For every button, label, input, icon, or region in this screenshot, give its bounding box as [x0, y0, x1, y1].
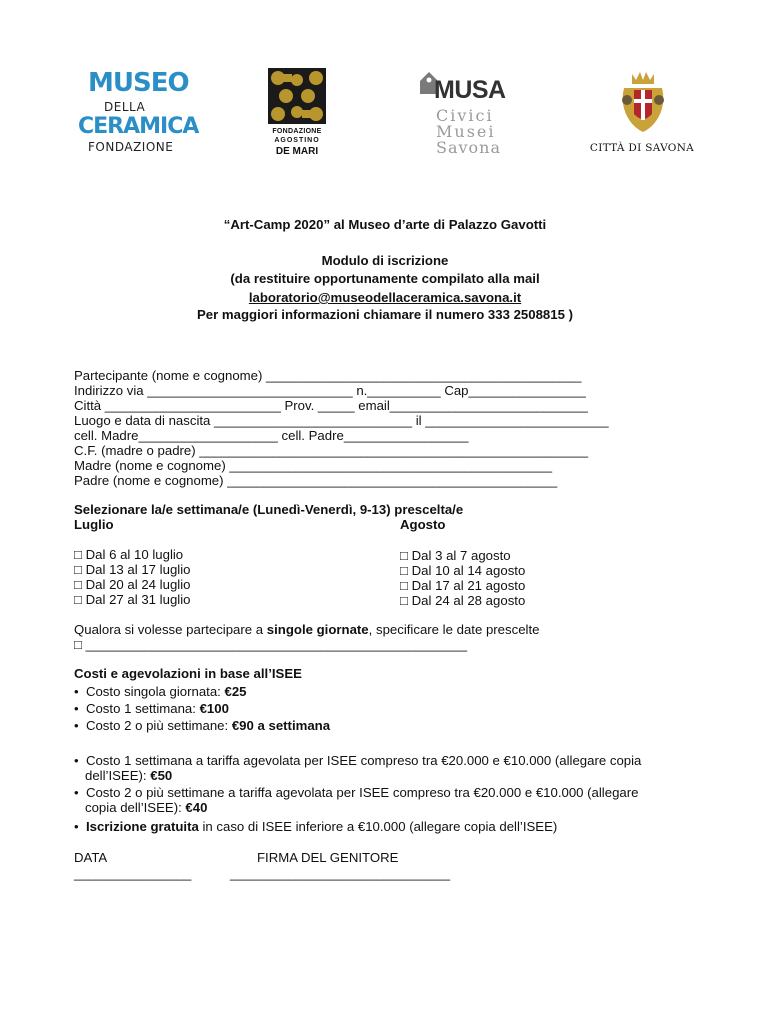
free-registration-text: in caso di ISEE inferiore a €10.000 (allegare copia dell’ISEE) [198, 819, 558, 834]
form-subtitle: Modulo di iscrizione [321, 253, 449, 268]
reduced-cost-2-amount: €40 [185, 800, 208, 815]
cost-item-text: Costo 2 o più settimane: [85, 718, 232, 733]
week-label: Dal 17 al 21 agosto [411, 578, 526, 593]
cost-item-amount: €100 [199, 701, 229, 716]
reduced-cost-1 [74, 753, 641, 768]
fondazione-logo-line3: DE MARI [275, 146, 319, 157]
checkbox-icon[interactable]: □ [74, 592, 82, 607]
free-registration-bold: Iscrizione gratuita [85, 819, 199, 834]
weeks-heading: Selezionare la/e settimana/e (Lunedì-Venerdì, 9-13) prescelta/e [74, 502, 464, 517]
week-label: Dal 6 al 10 luglio [85, 547, 184, 562]
date-line[interactable]: ________________ [74, 866, 192, 881]
single-days-bold: singole giornate [266, 622, 369, 637]
form-line-father[interactable]: Padre (nome e cognome) _____________________________________________ [74, 473, 558, 488]
cost-item [74, 701, 229, 716]
bullet: • [74, 718, 79, 733]
fondazione-de-mari-logo [266, 68, 330, 158]
week-label: Dal 13 al 17 luglio [85, 562, 191, 577]
reduced-cost-2-cont [85, 800, 207, 815]
week-option[interactable] [74, 577, 190, 592]
museo-logo-line2: DELLA [104, 100, 146, 114]
cost-item-amount: €90 a settimana [231, 718, 331, 733]
week-label: Dal 10 al 14 agosto [411, 563, 526, 578]
single-days-text [74, 622, 539, 637]
august-label: Agosto [400, 517, 446, 532]
single-days-line[interactable]: ____________________________________________________ [85, 637, 468, 652]
cost-item-text: Costo 1 settimana: [85, 701, 200, 716]
cost-item-amount: €25 [224, 684, 247, 699]
week-label: Dal 20 al 24 luglio [85, 577, 191, 592]
free-registration [74, 819, 557, 834]
musa-logo-line2: Civici [436, 106, 494, 125]
musa-logo-line4: Savona [436, 138, 502, 157]
reduced-cost-1-text2: dell’ISEE): [85, 768, 151, 783]
reduced-cost-2 [74, 785, 638, 800]
form-line-tax-code[interactable]: C.F. (madre o padre) _____________________________________________________ [74, 443, 589, 458]
week-label: Dal 27 al 31 luglio [85, 592, 191, 607]
form-line-city[interactable]: Città ________________________ Prov. _____ email___________________________ [74, 398, 588, 413]
checkbox-icon[interactable]: □ [74, 577, 82, 592]
museo-logo-line4: FONDAZIONE [88, 140, 174, 154]
musa-logo-line1: MUSA [434, 76, 506, 104]
costs-heading: Costi e agevolazioni in base all’ISEE [74, 666, 302, 681]
form-line-birth[interactable]: Luogo e data di nascita ___________________________ il _________________________ [74, 413, 609, 428]
citta-savona-logo [586, 70, 698, 158]
savona-caption: CITTÀ DI SAVONA [589, 142, 695, 154]
bullet: • [74, 753, 79, 768]
reduced-cost-1-text: Costo 1 settimana a tariffa agevolata per ISEE compreso tra €20.000 e €10.000 (allegare copia [85, 753, 642, 768]
reduced-cost-1-cont [85, 768, 172, 783]
coat-of-arms-icon [620, 70, 666, 136]
week-option[interactable] [400, 593, 525, 608]
week-option[interactable] [400, 578, 525, 593]
checkbox-icon[interactable]: □ [74, 637, 82, 652]
form-line-mother[interactable]: Madre (nome e cognome) ____________________________________________ [74, 458, 553, 473]
week-label: Dal 3 al 7 agosto [411, 548, 511, 563]
return-instruction: (da restituire opportunamente compilato alla mail [230, 271, 540, 286]
form-line-address[interactable]: Indirizzo via ____________________________ n.__________ Cap________________ [74, 383, 586, 398]
museo-logo-line1: MUSEO [88, 68, 189, 98]
checkbox-icon[interactable]: □ [400, 548, 408, 563]
checkbox-icon[interactable]: □ [400, 593, 408, 608]
checkbox-icon[interactable]: □ [400, 563, 408, 578]
cost-item [74, 718, 330, 733]
fondazione-logo-line2: AGOSTINO [274, 137, 320, 144]
fondazione-pattern-icon [268, 68, 326, 124]
week-option[interactable] [74, 592, 190, 607]
form-line-participant[interactable]: Partecipante (nome e cognome) ___________________________________________ [74, 368, 582, 383]
museo-logo-line3: CERAMICA [78, 114, 199, 139]
reduced-cost-1-amount: €50 [150, 768, 173, 783]
week-option[interactable] [400, 548, 511, 563]
reduced-cost-2-text2: copia dell’ISEE): [85, 800, 186, 815]
bullet: • [74, 819, 79, 834]
fondazione-logo-line1: FONDAZIONE [272, 128, 322, 135]
bullet: • [74, 701, 79, 716]
week-option[interactable] [74, 547, 183, 562]
july-label: Luglio [74, 517, 114, 532]
form-line-phones[interactable]: cell. Madre___________________ cell. Padre_________________ [74, 428, 469, 443]
email-link[interactable]: laboratorio@museodellaceramica.savona.it [248, 290, 522, 305]
date-label: DATA [74, 850, 108, 865]
checkbox-icon[interactable]: □ [400, 578, 408, 593]
single-days-after: , specificare le date prescelte [368, 622, 540, 637]
signature-line[interactable]: ______________________________ [230, 866, 451, 881]
week-option[interactable] [74, 562, 190, 577]
week-label: Dal 24 al 28 agosto [411, 593, 526, 608]
signature-label: FIRMA DEL GENITORE [257, 850, 399, 865]
single-days-before: Qualora si volesse partecipare a [74, 622, 267, 637]
page-title: “Art-Camp 2020” al Museo d’arte di Palazzo Gavotti [223, 217, 547, 232]
week-option[interactable] [400, 563, 525, 578]
info-phone: Per maggiori informazioni chiamare il numero 333 2508815 ) [197, 307, 573, 322]
bullet: • [74, 684, 79, 699]
cost-item-text: Costo singola giornata: [85, 684, 225, 699]
checkbox-icon[interactable]: □ [74, 547, 82, 562]
cost-item [74, 684, 247, 699]
musa-logo [418, 70, 508, 158]
reduced-cost-2-text: Costo 2 o più settimane a tariffa agevolata per ISEE compreso tra €20.000 e €10.000 (allegare [85, 785, 639, 800]
checkbox-icon[interactable]: □ [74, 562, 82, 577]
bullet: • [74, 785, 79, 800]
museo-ceramica-logo [78, 68, 199, 158]
musa-logo-line3: Musei [436, 122, 496, 141]
single-days-field[interactable] [74, 637, 467, 652]
